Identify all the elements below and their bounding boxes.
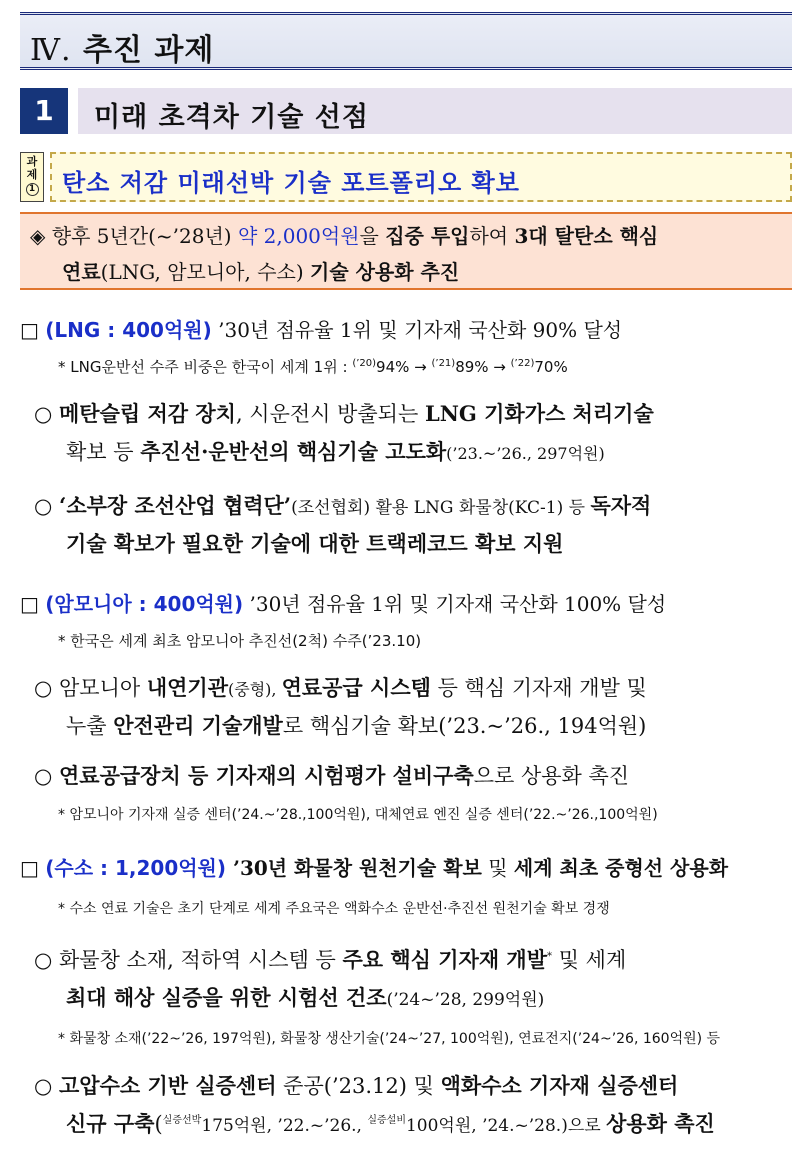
emphasis: 고압수소 기반 실증센터	[59, 1073, 277, 1098]
circle-bullet-icon: ○	[34, 676, 53, 700]
lng-bullet-2-line-1	[34, 490, 651, 520]
emphasis: 최대 해상 실증을 위한 시험선 건조	[66, 985, 387, 1010]
body-text: 로 핵심기술 확보(’23.~’26., 194억원)	[282, 714, 647, 738]
ammonia-bullet-2-note: * 암모니아 기자재 실증 센터(’24.~’28.,100억원), 대체연료 엔진 실증 센터(’22.~’26.,100억원)	[58, 807, 658, 823]
emphasis: 시험평가 설비구축	[304, 763, 474, 788]
diamond-bullet-icon: ◈	[30, 224, 46, 248]
circle-bullet-icon: ○	[34, 494, 53, 518]
body-text: 준공(’23.12) 및	[276, 1074, 441, 1098]
year-sup: (’21)	[431, 358, 456, 369]
task-number-badge: 1	[20, 88, 68, 134]
summary-emphasis: 기술 상용화 추진	[310, 260, 460, 284]
note-text: 94% →	[376, 358, 432, 376]
emphasis: 신규 구축	[66, 1111, 155, 1136]
hydrogen-category: (수소 : 1,200억원)	[45, 856, 227, 880]
body-text: (	[154, 1112, 163, 1136]
ammonia-category: (암모니아 : 400억원)	[45, 592, 244, 616]
budget-text: (’23.~’26., 297억원)	[446, 444, 605, 463]
emphasis: 액화수소 기자재 실증센터	[440, 1073, 679, 1098]
label-sup: 실증선박	[162, 1115, 202, 1126]
body-text: 175억원, ’22.~’26.,	[201, 1116, 368, 1136]
circle-bullet-icon: ○	[34, 402, 53, 426]
lng-heading	[20, 314, 622, 343]
hydrogen-bullet-1-line-2	[66, 982, 544, 1012]
emphasis: 독자적	[590, 493, 652, 518]
lng-bullet-2-line-2: 기술 확보가 필요한 기술에 대한 트랙레코드 확보 지원	[66, 531, 564, 556]
ammonia-bullet-1-line-2	[66, 710, 646, 740]
ammonia-heading	[20, 588, 666, 617]
lng-bullet-1-line-1	[34, 398, 654, 428]
year-sup: (’22)	[510, 358, 535, 369]
emphasis: ‘소부장 조선산업 협력단’	[59, 493, 292, 518]
body-text: 확보 등	[66, 440, 141, 464]
summary-budget: 약 2,000억원	[237, 224, 360, 248]
hydrogen-goal: ’30년 화물창 원천기술 확보	[226, 856, 482, 880]
task-title: 미래 초격차 기술 선점	[94, 102, 369, 133]
emphasis: 메탄슬립 저감 장치	[59, 401, 236, 426]
emphasis: 추진선·운반선의 핵심기술 고도화	[140, 439, 447, 464]
circle-bullet-icon: ○	[34, 764, 53, 788]
body-text: 화물창 소재, 적하역 시스템 등	[59, 948, 343, 972]
circle-bullet-icon: ○	[34, 948, 53, 972]
checkbox-square-icon: □	[20, 592, 39, 616]
lng-note	[58, 356, 568, 377]
hydrogen-note: * 수소 연료 기술은 초기 단계로 세계 주요국은 액화수소 운반선·추진선 원천기술 확보 경쟁	[58, 901, 610, 917]
hydrogen-bullet-2-line-1	[34, 1070, 678, 1100]
hydrogen-bullet-1-note: * 화물창 소재(’22~’26, 197억원), 화물창 생산기술(’24~’27, 100억원), 연료전지(’24~’26, 160억원) 등	[58, 1031, 721, 1047]
body-text: , 시운전시 방출되는	[235, 402, 425, 426]
summary-box	[20, 212, 792, 290]
summary-text: 을	[359, 224, 386, 248]
subtask-title-box	[50, 152, 792, 202]
summary-emphasis: 연료	[62, 260, 101, 284]
body-text: 및 세계	[552, 948, 627, 972]
emphasis: 내연기관	[146, 675, 228, 700]
emphasis: 상용화 촉진	[606, 1111, 715, 1136]
subtask-title: 탄소 저감 미래선박 기술 포트폴리오 확보	[62, 169, 520, 197]
emphasis: 주요 핵심 기자재 개발	[342, 947, 548, 972]
note-text: 89% →	[455, 358, 511, 376]
emphasis: 연료공급 시스템	[281, 675, 431, 700]
checkbox-square-icon: □	[20, 318, 39, 342]
body-text: 100억원, ’24.~’28.)으로	[405, 1116, 607, 1136]
section-title-text: 추진 과제	[82, 33, 215, 68]
subtask-tag-number: 1	[26, 183, 39, 196]
emphasis: LNG 기화가스 처리기술	[424, 401, 654, 426]
checkbox-square-icon: □	[20, 856, 39, 880]
body-text: 누출	[66, 714, 114, 738]
budget-text: (’24~’28, 299억원)	[386, 990, 545, 1010]
summary-emphasis: 집중 투입	[385, 224, 470, 248]
hydrogen-goal: 및	[481, 856, 514, 880]
circle-bullet-icon: ○	[34, 1074, 53, 1098]
body-text: 으로 상용화 촉진	[473, 764, 630, 788]
lng-bullet-1-line-2	[66, 436, 605, 466]
year-sup: (’20)	[352, 358, 377, 369]
body-text: (중형),	[228, 680, 282, 699]
subtask-tag-text: 과제	[26, 155, 38, 181]
ammonia-bullet-1-line-1	[34, 672, 647, 702]
hydrogen-heading	[20, 852, 728, 881]
section-number: Ⅳ.	[30, 33, 72, 68]
summary-text: 향후 5년간(~’28년)	[51, 224, 238, 248]
emphasis: 연료공급장치 등 기자재의	[59, 763, 305, 788]
section-header	[20, 12, 792, 70]
summary-emphasis: 3대 탈탄소 핵심	[514, 224, 659, 248]
task-title-box	[78, 88, 792, 134]
emphasis: 안전관리 기술개발	[113, 713, 283, 738]
body-text: (조선협회) 활용 LNG 화물창(KC-1) 등	[291, 498, 591, 518]
ammonia-bullet-2	[34, 760, 629, 790]
footnote-mark: *	[547, 951, 553, 962]
hydrogen-goal: 세계 최초 중형선 상용화	[513, 856, 729, 880]
ammonia-goal: ’30년 점유율 1위 및 기자재 국산화 100% 달성	[243, 592, 667, 616]
lng-category: (LNG : 400억원)	[45, 318, 212, 342]
body-text: 등 핵심 기자재 개발 및	[430, 676, 647, 700]
lng-goal: ’30년 점유율 1위 및 기자재 국산화 90% 달성	[211, 318, 623, 342]
summary-text: (LNG, 암모니아, 수소)	[100, 260, 310, 284]
body-text: 암모니아	[59, 676, 147, 700]
hydrogen-bullet-1-line-1	[34, 944, 626, 974]
summary-text: 하여	[469, 224, 515, 248]
summary-line-1	[30, 220, 658, 249]
hydrogen-bullet-2-line-2	[66, 1108, 715, 1138]
label-sup: 실증설비	[367, 1115, 406, 1126]
section-title	[30, 25, 214, 69]
summary-line-2	[62, 256, 459, 285]
ammonia-note: * 한국은 세계 최초 암모니아 추진선(2척) 수주(’23.10)	[58, 632, 422, 650]
note-text: * LNG운반선 수주 비중은 한국이 세계 1위 :	[58, 358, 353, 376]
note-text: 70%	[534, 358, 568, 376]
subtask-tag	[20, 152, 44, 202]
